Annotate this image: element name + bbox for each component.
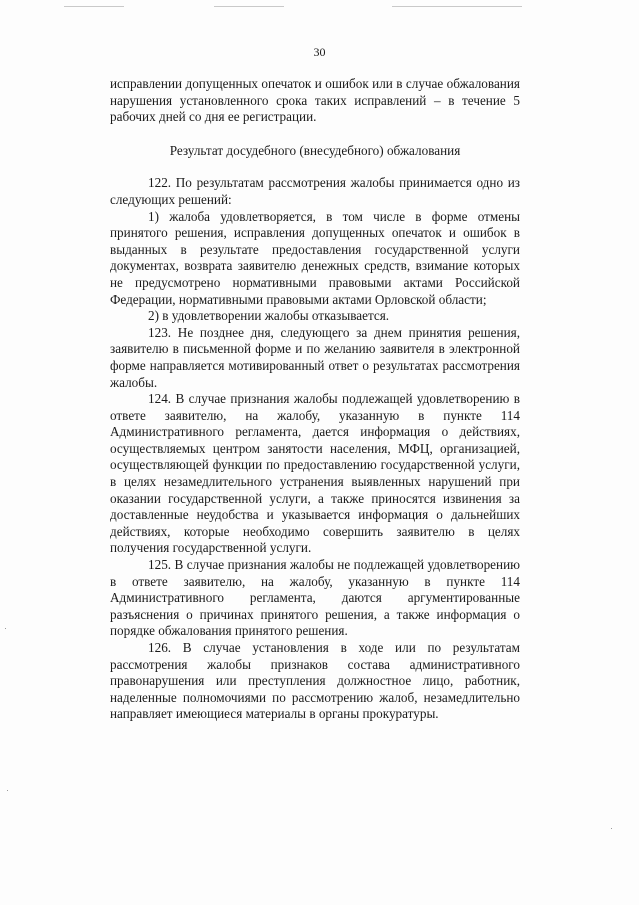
paragraph-122-item-2: 2) в удовлетворении жалобы отказывается.	[148, 308, 390, 324]
intro-paragraph: исправлении допущенных опечаток и ошибок или в случае обжалования нарушения установленного срока таких исправлений – в течение 5 рабочих дней со дня ее регистрации.	[110, 76, 520, 125]
scan-artifact-line	[64, 6, 124, 7]
scan-speck	[611, 828, 612, 829]
document-body	[110, 76, 520, 723]
page-number: 30	[313, 45, 326, 59]
scan-artifact-line	[214, 6, 284, 7]
paragraph-126: 126. В случае установления в ходе или по результатам рассмотрения жалобы признаков состава административного правонарушения или преступления должностное лицо, работник, наделенные полномочиями по рассмотрению жалоб, незамедлительно направляет имеющиеся материалы в органы прокуратуры.	[110, 640, 520, 722]
scan-speck	[7, 790, 8, 791]
section-heading: Результат досудебного (внесудебного) обжалования	[169, 142, 461, 158]
paragraph-122: 122. По результатам рассмотрения жалобы принимается одно из следующих решений:	[110, 175, 520, 207]
scan-artifact-line	[392, 6, 522, 7]
paragraph-123: 123. Не позднее дня, следующего за днем принятия решения, заявителю в письменной форме и по желанию заявителя в электронной форме направляется мотивированный ответ о результатах рассмотрения жалобы.	[110, 324, 520, 390]
scan-speck	[5, 628, 6, 629]
paragraph-125: 125. В случае признания жалобы не подлежащей удовлетворению в ответе заявителю, на жалобу, указанную в пункте 114 Административного регламента, даются аргументированные разъяснения о причинах принятого решения, а также информация о порядке обжалования принятого решения.	[110, 557, 520, 639]
paragraph-124: 124. В случае признания жалобы подлежащей удовлетворению в ответе заявителю, на жалобу, указанную в пункте 114 Административного регламента, дается информация о действиях, осуществляемых центром занятости населения, МФЦ, организацией, осуществляющей функции по предоставлению государственной услуги, в целях незамедлительного устранения выявленных нарушений при оказании государственной услуги, а также приносятся извинения за доставленные неудобства и указывается информация о дальнейших действиях, которые необходимо совершить заявителю в целях получения государственной услуги.	[110, 391, 520, 556]
paragraph-122-item-1: 1) жалоба удовлетворяется, в том числе в форме отмены принятого решения, исправления допущенных опечаток и ошибок в выданных в результате предоставления государственной услуги документах, возврата заявителю денежных средств, взимание которых не предусмотрено нормативными правовыми актами Российской Федерации, нормативными правовыми актами Орловской области;	[110, 208, 520, 307]
